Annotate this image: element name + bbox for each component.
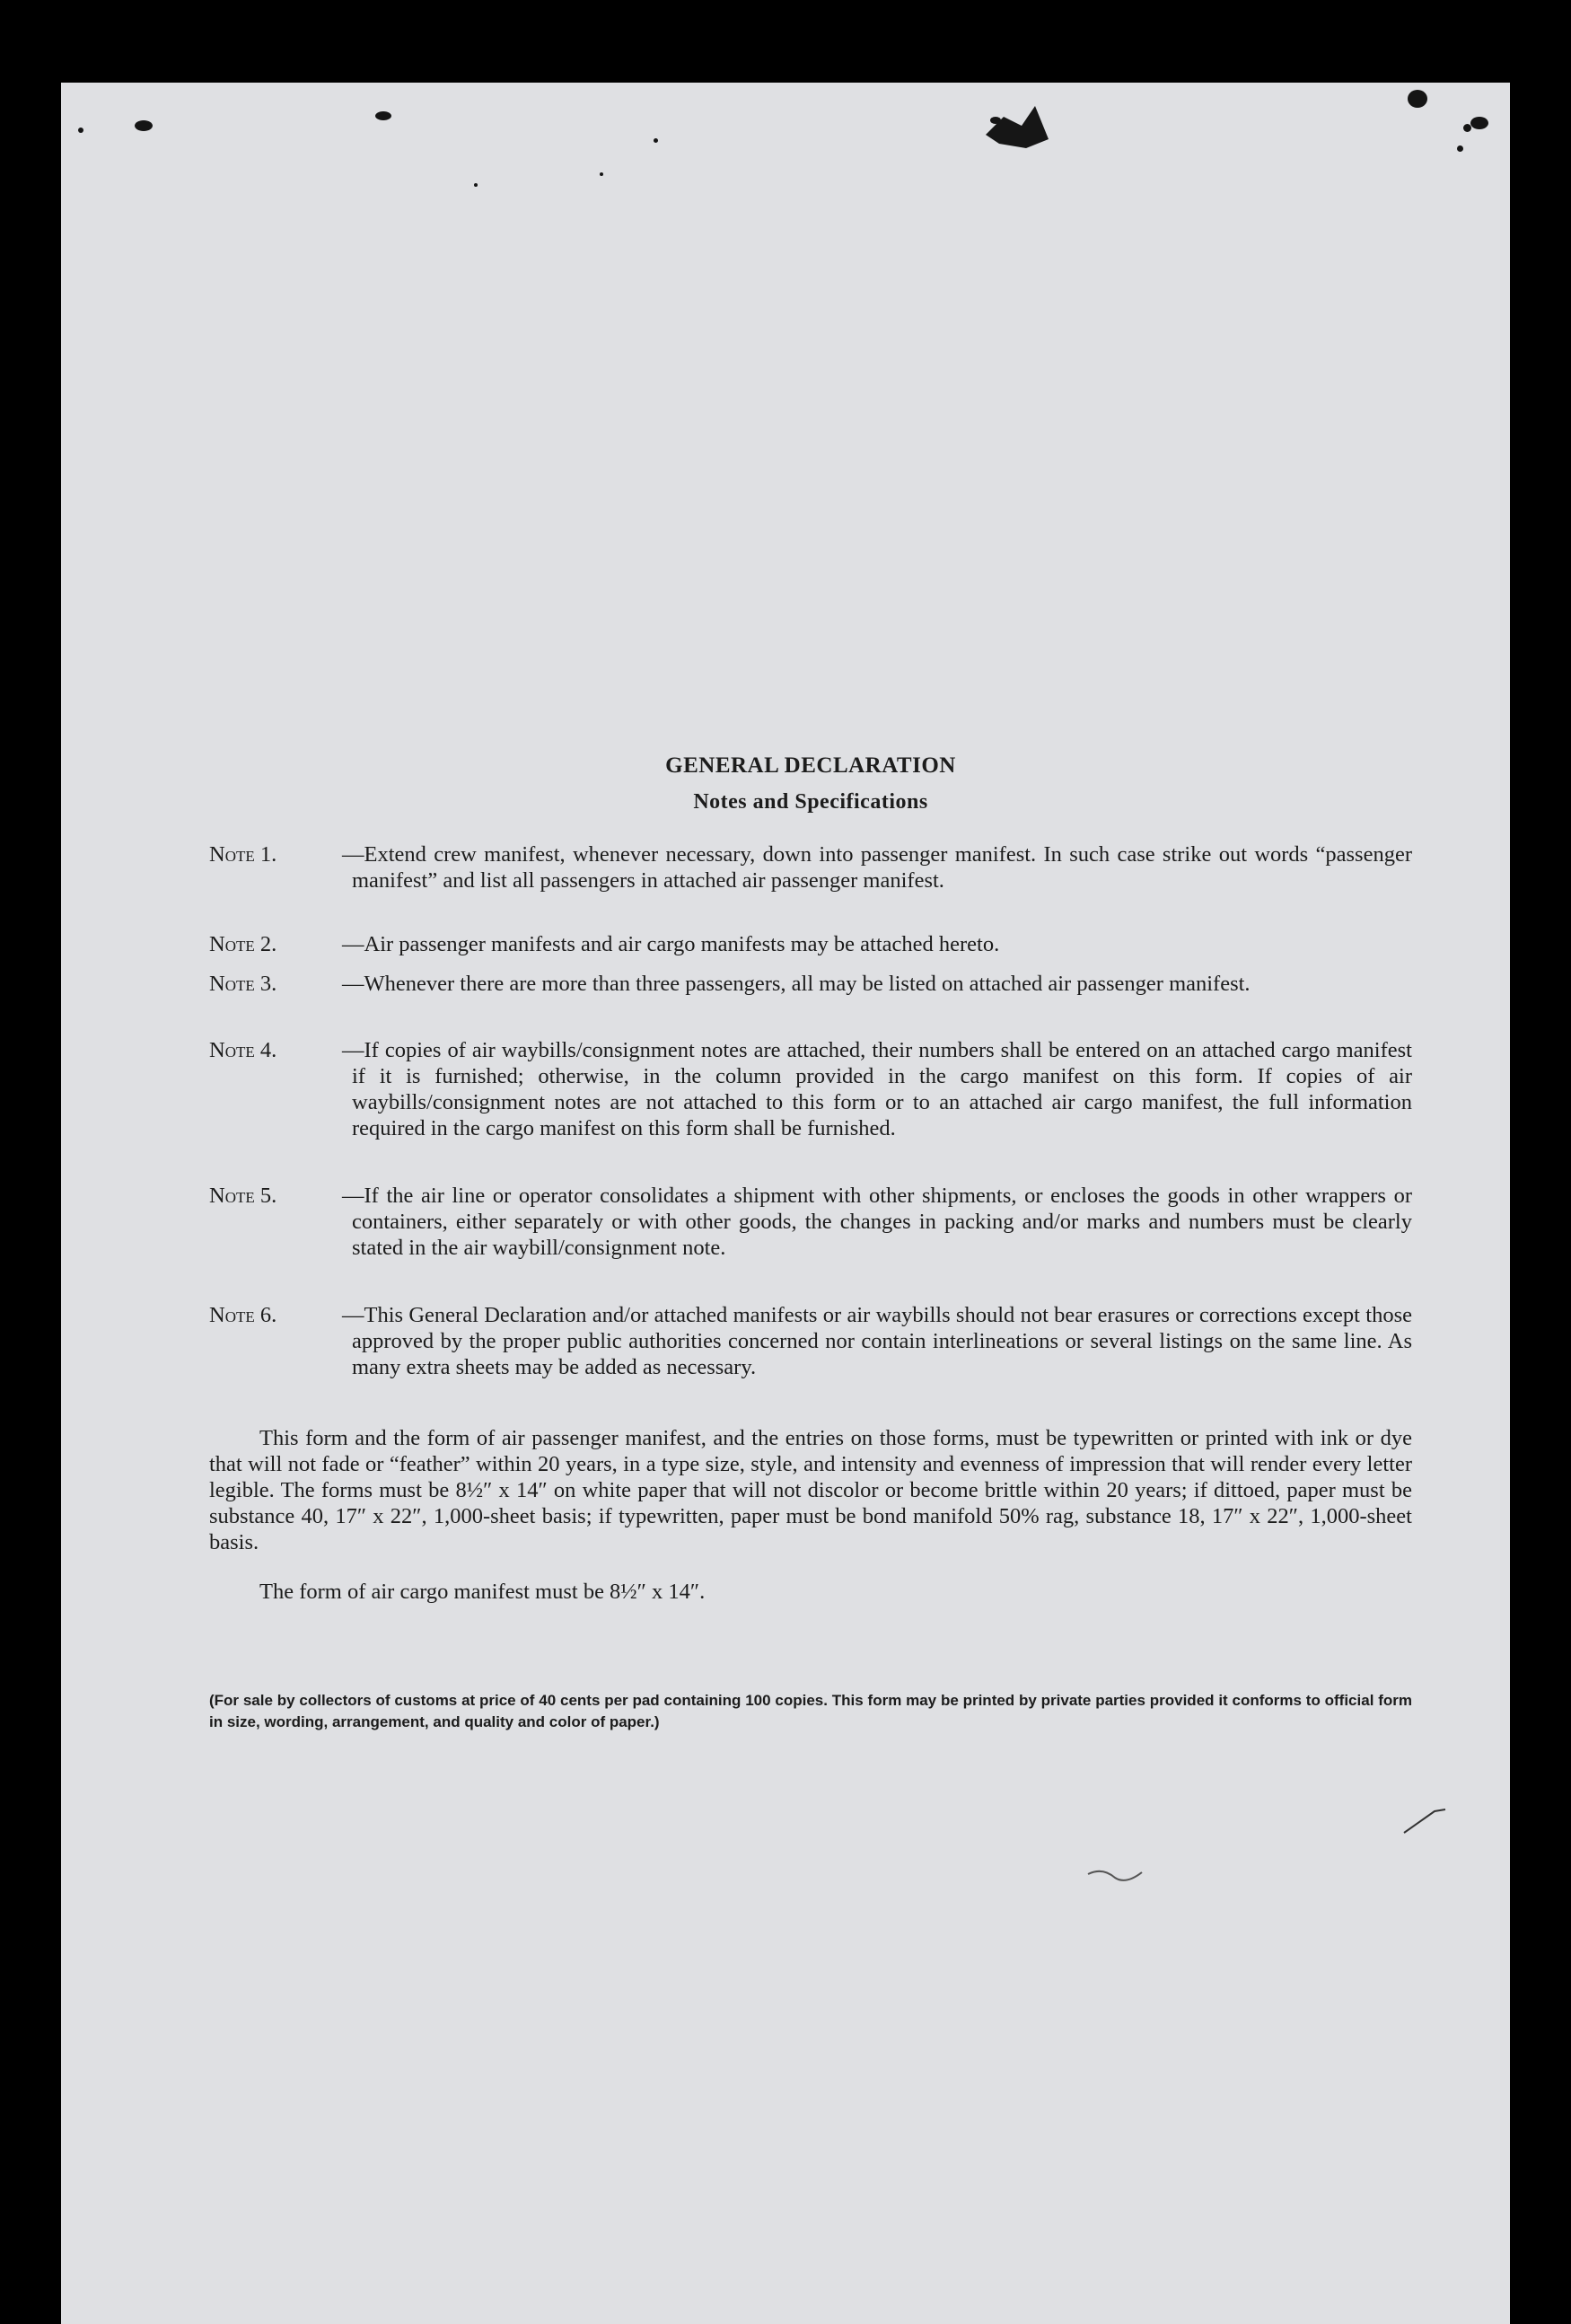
note-label: Note 5. [209,1184,277,1208]
note-text: —Air passenger manifests and air cargo manifests may be attached hereto. [342,932,1000,956]
note-text: —This General Declaration and/or attached manifests or air waybills should not bear erasures or corrections except those approved by the proper public authorities concerned nor contain interlineations or several listings on the same line. As many extra sheets may be added as necessary. [342,1303,1412,1379]
note-label: Note 3. [209,972,277,996]
note-label: Note 4. [209,1038,277,1062]
torn-mark [981,99,1053,153]
ink-speck [600,172,603,176]
document-subtitle: Notes and Specifications [693,790,928,814]
note-6 [209,1302,1412,1380]
form-specification-paragraph: This form and the form of air passenger manifest, and the entries on those forms, must be typewritten or printed with ink or dye that will not fade or “feather” within 20 years, in a type size, style, and intensity and evenness of impression that will render every letter legible. The forms must be 8½″ x 14″ on white paper that will not discolor or become brittle within 20 years; if dittoed, paper must be substance 40, 17″ x 22″, 1,000-sheet basis; if typewritten, paper must be bond manifold 50% rag, substance 18, 17″ x 22″, 1,000-sheet basis. [209,1426,1412,1554]
note-label: Note 6. [209,1303,277,1327]
note-text: —Whenever there are more than three passengers, all may be listed on attached air passenger manifest. [342,972,1251,996]
document-title: GENERAL DECLARATION [665,753,956,778]
note-2 [209,931,1412,957]
note-label: Note 1. [209,842,277,867]
ink-speck [1463,124,1471,132]
ink-speck [474,183,478,187]
ink-speck [1457,145,1463,152]
ink-speck [375,111,391,120]
note-4 [209,1037,1412,1141]
ink-speck [654,138,658,143]
ink-speck [1470,117,1488,129]
note-5 [209,1183,1412,1261]
ink-speck [1408,90,1427,108]
note-label: Note 2. [209,932,277,956]
note-text: —If the air line or operator consolidates a shipment with other shipments, or encloses the goods in other wrappers or containers, either separately or with other goods, the changes in packing and/or marks and numbers must be clearly stated in the air waybill/consignment note. [342,1184,1412,1260]
note-3 [209,971,1412,997]
ink-speck [135,120,153,131]
cargo-manifest-size-paragraph: The form of air cargo manifest must be 8½″ x 14″. [259,1580,706,1604]
document-page [61,83,1510,2324]
sale-notice-footer: (For sale by collectors of customs at price of 40 cents per pad containing 100 copies. This form may be printed by private parties provided it conforms to official form in size, wording, arrangement, and quality and color of paper.) [209,1692,1412,1730]
note-text: —If copies of air waybills/consignment notes are attached, their numbers shall be entered on an attached cargo manifest if it is furnished; otherwise, in the column provided in the cargo manifest on this form. If copies of air waybills/consignment notes are not attached to this form or to an attached air cargo manifest, the full information required in the cargo manifest on this form shall be furnished. [342,1038,1412,1140]
pencil-mark [1399,1802,1453,1838]
note-text: —Extend crew manifest, whenever necessary, down into passenger manifest. In such case strike out words “passenger manifest” and list all passengers in attached air passenger manifest. [342,842,1412,893]
ink-speck [78,128,83,133]
note-1 [209,841,1412,894]
pencil-mark [1084,1865,1147,1901]
